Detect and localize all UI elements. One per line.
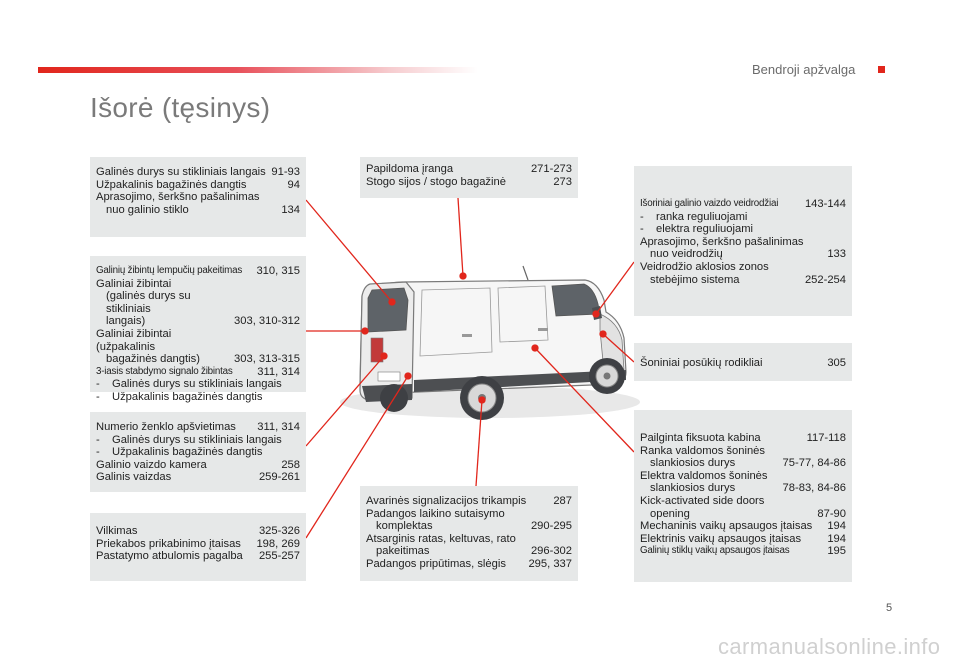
box-accessories <box>360 157 578 198</box>
list-item: Aprasojimo, šerkšno pašalinimas nuo veidrodžių 133 <box>640 235 846 261</box>
list-item: Galiniai žibintai (užpakalinis bagažinės dangtis) 303, 313-315 <box>96 327 300 366</box>
leader-dot-towing <box>405 373 411 379</box>
box-indicators <box>634 343 852 381</box>
list-item: - elektra reguliuojami <box>640 223 754 236</box>
leader-dot-emergency <box>479 397 485 403</box>
list-item: - ranka reguliuojami <box>640 210 748 223</box>
list-item: Vilkimas 325-326 <box>96 525 300 537</box>
box-rear-lights <box>90 256 306 403</box>
list-item: Priekabos prikabinimo įtaisas 198, 269 <box>96 537 300 550</box>
box-emergency <box>360 486 578 581</box>
list-item: Padangos laikino sutaisymo komplektas 290-295 <box>366 507 572 533</box>
leader-rear-doors <box>306 200 392 302</box>
list-item: Pastatymo atbulomis pagalba 255-257 <box>96 550 300 563</box>
antenna <box>523 266 528 280</box>
list-item: Pailginta fiksuota kabina 117-118 <box>640 432 846 444</box>
section-title: Bendroji apžvalga <box>752 62 856 77</box>
watermark-text: carmanualsonline.info <box>718 634 941 659</box>
list-item: Užpakalinis bagažinės dangtis 94 <box>96 178 300 191</box>
box-cab <box>634 410 852 582</box>
leader-dot-accessories <box>460 273 466 279</box>
leader-dot-rear-lights <box>362 328 368 334</box>
list-item: Galiniai žibintai (galinės durys su stikliniais langais) 303, 310-312 <box>96 277 300 328</box>
plate-area <box>378 372 400 381</box>
list-item: 3-iasis stabdymo signalo žibintas 311, 314 <box>96 365 300 378</box>
rear-window <box>368 288 408 332</box>
list-item: Šoniniai posūkių rodikliai 305 <box>640 357 846 369</box>
list-item: Mechaninis vaikų apsaugos įtaisas 194 <box>640 520 846 533</box>
list-item: Galinių žibintų lempučių pakeitimas 310, 315 <box>96 265 300 277</box>
leader-dot-rear-doors <box>389 299 395 305</box>
box-plate-camera <box>90 412 306 492</box>
box-towing <box>90 513 306 581</box>
list-item: Elektra valdomos šoninės slankiosios durys 78-83, 84-86 <box>640 469 846 495</box>
list-item: Ranka valdomos šoninės slankiosios durys 75-77, 84-86 <box>640 444 846 470</box>
list-item: Numerio ženklo apšvietimas 311, 314 <box>96 421 300 433</box>
leader-dot-plate <box>381 353 387 359</box>
leader-accessories <box>458 198 463 276</box>
list-item: Veidrodžio aklosios zonos stebėjimo sistema 252-254 <box>640 260 846 286</box>
page-title: Išorė (tęsinys) <box>90 92 271 123</box>
leader-dot-mirrors <box>593 311 599 317</box>
box-mirrors <box>634 166 852 316</box>
list-item: Aprasojimo, šerkšno pašalinimas nuo galinio stiklo 134 <box>96 191 300 216</box>
list-item: - Užpakalinis bagažinės dangtis <box>96 446 263 459</box>
list-item: Stogo sijos / stogo bagažinė 273 <box>366 175 572 188</box>
list-item: Atsarginis ratas, keltuvas, rato pakeitimas 296-302 <box>366 532 572 558</box>
list-item: Padangos pripūtimas, slėgis 295, 337 <box>366 557 572 570</box>
list-item: Kick-activated side doors opening 87-90 <box>640 494 846 520</box>
list-item: Galinio vaizdo kamera 258 <box>96 458 300 471</box>
list-item: - Galinės durys su stikliniais langais <box>96 378 282 391</box>
list-item: Galinės durys su stikliniais langais 91-93 <box>96 166 300 178</box>
list-item: Galinių stiklų vaikų apsaugos įtaisas 195 <box>640 545 846 558</box>
list-item: Elektrinis vaikų apsaugos įtaisas 194 <box>640 532 846 545</box>
list-item: Galinis vaizdas 259-261 <box>96 471 300 484</box>
leader-dot-cab <box>532 345 538 351</box>
box-rear-doors <box>90 157 306 237</box>
leader-mirrors <box>596 262 634 314</box>
list-item: - Užpakalinis bagažinės dangtis <box>96 390 263 403</box>
list-item: Papildoma įranga 271-273 <box>366 163 572 175</box>
list-item: - Galinės durys su stikliniais langais <box>96 433 282 446</box>
list-item: Avarinės signalizacijos trikampis 287 <box>366 495 572 507</box>
page-number: 5 <box>886 602 893 614</box>
list-item: Išoriniai galinio vaizdo veidrodžiai 143-144 <box>640 198 846 210</box>
leader-dot-indicators <box>600 331 606 337</box>
